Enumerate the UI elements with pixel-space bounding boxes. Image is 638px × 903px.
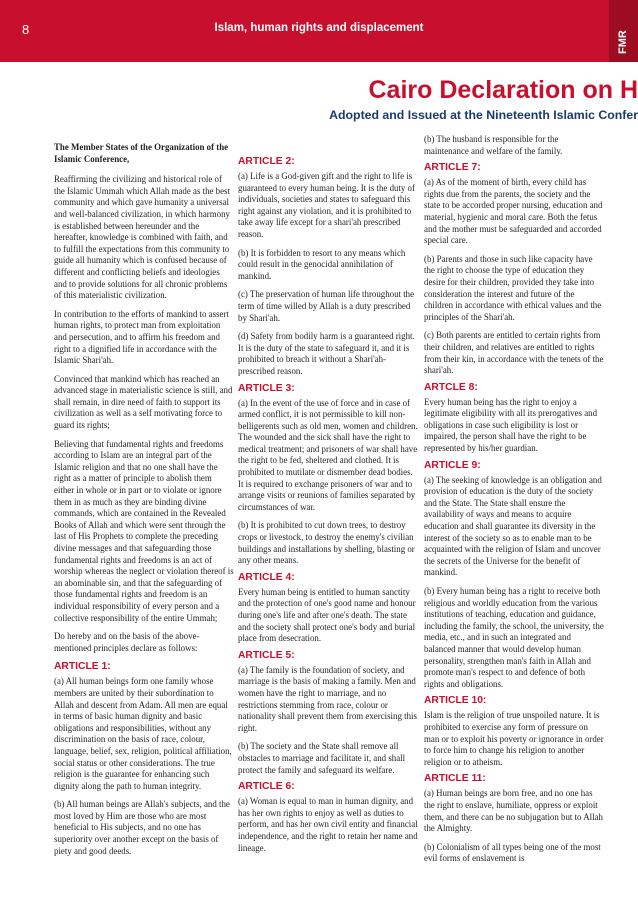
article-paragraph: (a) The seeking of knowledge is an obligation and provision of education is the duty of the society and the State. The State shall ensure the availability of ways and means to acquire education and shall guarantee its diversity in the interest of the society so as to enable man to be acquainted with the religion of Islam and uncover the secrets of the Universe for the benefit of mankind.: [424, 474, 602, 578]
article-paragraph: Every human being is entitled to human sanctity and the protection of one's good name and honour during one's life and after one's death. The state and the society shall protect one's body and burial place from desecration.: [238, 586, 416, 644]
article-paragraph: (a) Human beings are born free, and no one has the right to enslave, humiliate, oppress or exploit them, and there can be no subjugation but to Allah the Almighty.: [424, 788, 603, 834]
article-heading: ARTICLE 2:: [238, 156, 295, 167]
article-paragraph: (b) All human beings are Allah's subjects, and the most loved by Him are those who are most beneficial to His subjects, and no one has superiority over another except on the basis of piety and good deeds.: [54, 799, 230, 856]
article-paragraph: Every human being has the right to enjoy a legitimate eligibility with all its prerogatives and obligations in case such eligibility is lost or impaired, the person shall have the right to be represented by his/her guardian.: [424, 396, 598, 454]
preamble-paragraph: Believing that fundamental rights and freedoms according to Islam are an integral part of the Islamic religion and that no one shall have the right as a matter of principle to abolish them either in whole or in part or to violate or ignore them in as much as they are binding divine commands, which are contained in the Revealed Books of Allah and which were sent through the last of His Prophets to complete the preceding divine messages and that safeguarding those fundamental rights and freedoms is an act of worship whereas the neglect or violation thereof is an abominable sin, and that the safeguarding of those fundamental rights and freedom is an individual responsibility of every person and a collective responsibility of the entire Ummah;: [54, 438, 234, 623]
article-heading: ARTICLE 3:: [238, 382, 295, 394]
text-column-1: [54, 142, 234, 902]
article-paragraph: (a) As of the moment of birth, every child has rights due from the parents, the society and the state to be accorded proper nursing, education and material, hygienic and moral care. Both the fetus and the mother must be safeguarded and accorded special care.: [424, 177, 603, 246]
article-paragraph: (a) Woman is equal to man in human dignity, and has her own rights to enjoy as well as duties to perform, and has her own civil entity and financial independence, and the right to retain her name and lineage.: [238, 796, 418, 853]
article-paragraph: (c) Both parents are entitled to certain rights from their children, and relatives are entitled to rights from their kin, in accordance with the tenets of the shari'ah.: [424, 330, 604, 376]
article-heading: ARTICLE 11:: [424, 773, 486, 785]
article-paragraph: (c) The preservation of human life throughout the term of time willed by Allah is a duty prescribed by Shari'ah.: [238, 289, 415, 323]
preamble-paragraph: Convinced that mankind which has reached an advanced stage in materialistic science is still, and shall remain, in dire need of faith to support its civilization as well as a self motivating force to guard its rights;: [54, 373, 233, 431]
article-heading: ARTCLE 8:: [424, 381, 478, 393]
article-paragraph: (b) Parents and those in such like capacity have the right to choose the type of education they desire for their children, provided they take into consideration the interest and future of the children in accordance with ethical values and the principles of the Shari'ah.: [424, 253, 602, 322]
article-paragraph: (d) Safety from bodily harm is a guaranteed right. It is the duty of the state to safeguard it, and it is prohibited to breach it without a Shari'ah-prescribed reason.: [238, 331, 415, 376]
article-paragraph: (b) Colonialism of all types being one of the most evil forms of enslavement is: [424, 841, 601, 864]
preamble-paragraph: Reaffirming the civilizing and historical role of the Islamic Ummah which Allah made as the best community and which gave humanity a universal and well-balanced civilization, in which harmony is established between hereunder and the hereafter, knowledge is combined with faith, and to fulfill the expectations from this community to guide all humanity which is confused because of different and conflicting beliefs and ideologies and to provide solutions for all chronic problems of this materialistic civilization.: [54, 174, 230, 301]
article-heading: ARTICLE 7:: [424, 162, 481, 174]
article-paragraph: (b) It is prohibited to cut down trees, to destroy crops or livestock, to destroy the enemy's civilian buildings and installations by shelling, blasting or any other means.: [238, 520, 415, 566]
article-paragraph: (a) The family is the foundation of society, and marriage is the basis of making a family. Men and women have the right to marriage, and no restrictions stemming from race, colour or nationality shall prevent them from exercising this right.: [238, 664, 417, 733]
article-heading: ARTICLE 5:: [238, 649, 295, 661]
article-paragraph: (b) It is forbidden to resort to any means which could result in the genocidal annihilation of mankind.: [238, 247, 406, 281]
preamble-paragraph: In contribution to the efforts of mankind to assert human rights, to protect man from exploitation and persecution, and to affirm his freedom and right to a dignified life in accordance with the Islamic Shari'ah.: [54, 308, 229, 366]
article-heading: ARTICLE 1:: [54, 661, 111, 673]
preamble-paragraph: Do hereby and on the basis of the above-mentioned principles declare as follows:: [54, 631, 200, 653]
preamble-heading: The Member States of the Organization of the Islamic Conference,: [54, 142, 229, 164]
page-number: 8: [22, 22, 30, 37]
article-paragraph: (b) The husband is responsible for the maintenance and welfare of the family.: [424, 134, 563, 156]
article-paragraph: (a) All human beings form one family whose members are united by their subordination to Allah and descent from Adam. All men are equal in terms of basic human dignity and basic obligations and responsibilities, without any discrimination on the basis of race, colour, language, belief, sex, religion, political affiliation, social status or other considerations. The true religion is the guarantee for enhancing such dignity along the path to human integrity.: [54, 676, 232, 791]
page-title: Cairo Declaration on H: [368, 76, 638, 104]
article-paragraph: (a) Life is a God-given gift and the right to life is guaranteed to every human being. It is the duty of individuals, societies and states to safeguard this right against any violation, and it is prohibited to take away life except for a shari'ah prescribed reason.: [238, 171, 415, 239]
running-title: Islam, human rights and displacement: [214, 22, 424, 34]
article-heading: ARTICLE 6:: [238, 781, 295, 793]
article-heading: ARTICLE 9:: [424, 459, 481, 471]
text-column-3: [424, 134, 604, 894]
article-heading: ARTICLE 10:: [424, 695, 487, 707]
article-paragraph: (a) In the event of the use of force and in case of armed conflict, it is not permissible to kill non-belligerents such as old men, women and children. The wounded and the sick shall have the right to medical treatment; and prisoners of war shall have the right to be fed, sheltered and clothed. It is prohibited to mutilate or dismember dead bodies. It is required to exchange prisoners of war and to arrange visits or reunions of families separated by circumstances of war.: [238, 397, 418, 512]
article-paragraph: (b) The society and the State shall remove all obstacles to marriage and facilitate it, and shall protect the family and safeguard its welfare.: [238, 741, 406, 775]
text-column-2: [238, 132, 418, 892]
page-subtitle: Adopted and Issued at the Nineteenth Islamic Confer: [329, 108, 638, 122]
brand-mark: FMR: [617, 30, 629, 54]
article-paragraph: (b) Every human being has a right to receive both religious and worldly education from the various institutions of teaching, education and guidance, including the family, the school, the university, the media, etc., and in such an integrated and balanced manner that would develop human personality, strengthen man's faith in Allah and promote man's respect to and defence of both rights and obligations.: [424, 586, 604, 689]
article-paragraph: Islam is the religion of true unspoiled nature. It is prohibited to exercise any form of pressure on man or to exploit his poverty or ignorance in order to force him to change his religion to another religion or to atheism.: [424, 710, 604, 767]
article-heading: ARTICLE 4:: [238, 571, 295, 583]
